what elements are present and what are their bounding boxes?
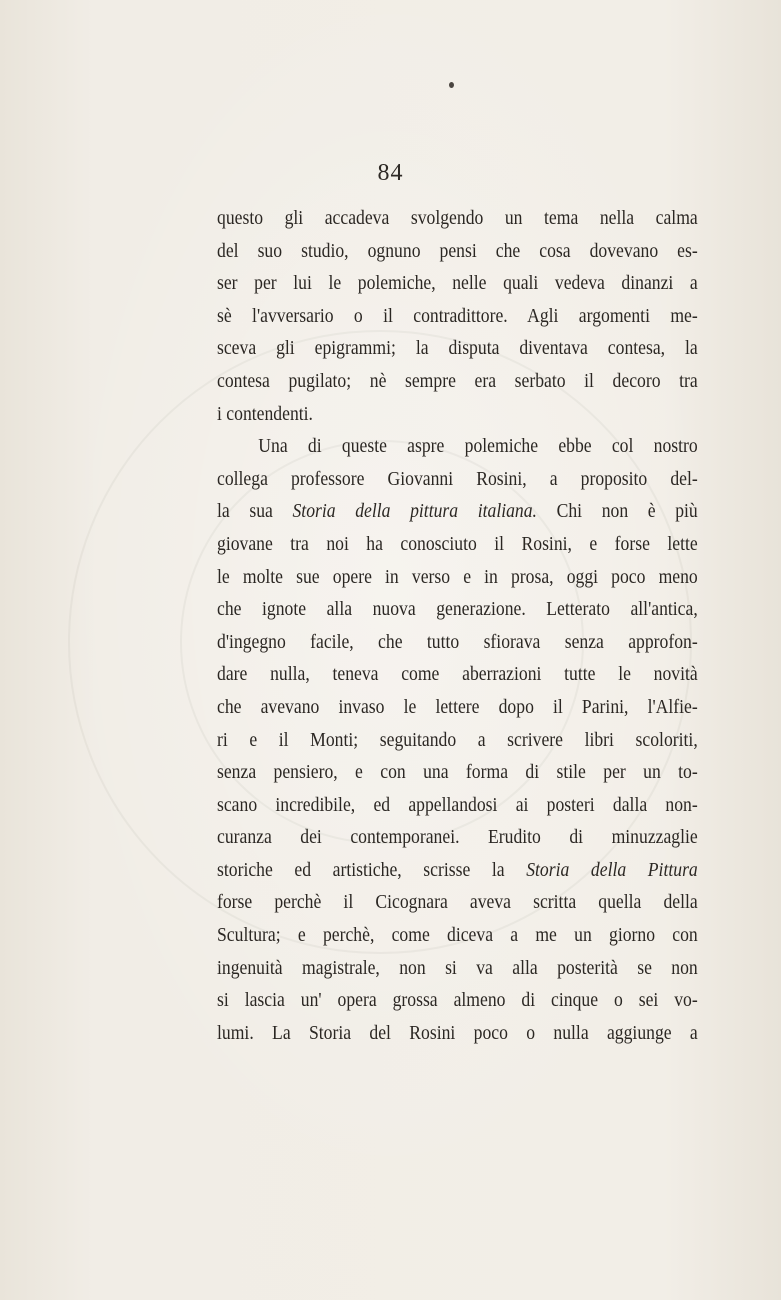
- text-line: i contendenti.: [217, 402, 313, 425]
- text-line: collega professore Giovanni Rosini, a proposito del-: [217, 467, 698, 490]
- text-line: ingenuità magistrale, non si va alla posterità se non: [217, 956, 698, 979]
- text-line: giovane tra noi ha conosciuto il Rosini, e forse lette: [217, 532, 698, 555]
- text-line: che avevano invaso le lettere dopo il Parini, l'Alfie-: [217, 695, 698, 718]
- text-line: sè l'avversario o il contradittore. Agli argomenti me-: [217, 304, 698, 327]
- text-line: del suo studio, ognuno pensi che cosa dovevano es-: [217, 239, 698, 262]
- text-line: ser per lui le polemiche, nelle quali vedeva dinanzi a: [217, 272, 698, 295]
- text-line: la sua Storia della pittura italiana. Chi non è più: [217, 500, 698, 523]
- text-line: scano incredibile, ed appellandosi ai posteri dalla non-: [217, 793, 698, 816]
- text-line: questo gli accadeva svolgendo un tema nella calma: [217, 207, 698, 229]
- text-line: d'ingegno facile, che tutto sfiorava senza approfon-: [217, 630, 698, 653]
- text-line: si lascia un' opera grossa almeno di cinque o sei vo-: [217, 989, 698, 1012]
- text-line: lumi. La Storia del Rosini poco o nulla aggiunge a: [217, 1021, 698, 1044]
- book-title-italic: Storia della pittura italiana.: [292, 500, 537, 523]
- ink-dot: [449, 82, 454, 88]
- page-number: 84: [377, 160, 404, 186]
- text-line: forse perchè il Cicognara aveva scritta quella della: [217, 891, 698, 914]
- text-line: che ignote alla nuova generazione. Letterato all'antica,: [217, 598, 698, 621]
- book-title-italic: Storia della Pittura: [526, 858, 698, 881]
- text-line: ri e il Monti; seguitando a scrivere libri scoloriti,: [217, 728, 698, 751]
- paragraph-start-line: Una di queste aspre polemiche ebbe col nostro: [258, 435, 698, 458]
- text-line: sceva gli epigrammi; la disputa diventava contesa, la: [217, 337, 698, 360]
- text-line: dare nulla, teneva come aberrazioni tutte le novità: [217, 663, 698, 686]
- text-line: curanza dei contemporanei. Erudito di minuzzaglie: [217, 826, 698, 849]
- text-line: senza pensiero, e con una forma di stile per un to-: [217, 761, 698, 784]
- text-line: storiche ed artistiche, scrisse la Storia della Pittura: [217, 858, 698, 881]
- body-text: [217, 202, 698, 1049]
- text-line: contesa pugilato; nè sempre era serbato il decoro tra: [217, 369, 698, 392]
- text-line: Scultura; e perchè, come diceva a me un giorno con: [217, 924, 698, 947]
- text-line: le molte sue opere in verso e in prosa, oggi poco meno: [217, 565, 698, 588]
